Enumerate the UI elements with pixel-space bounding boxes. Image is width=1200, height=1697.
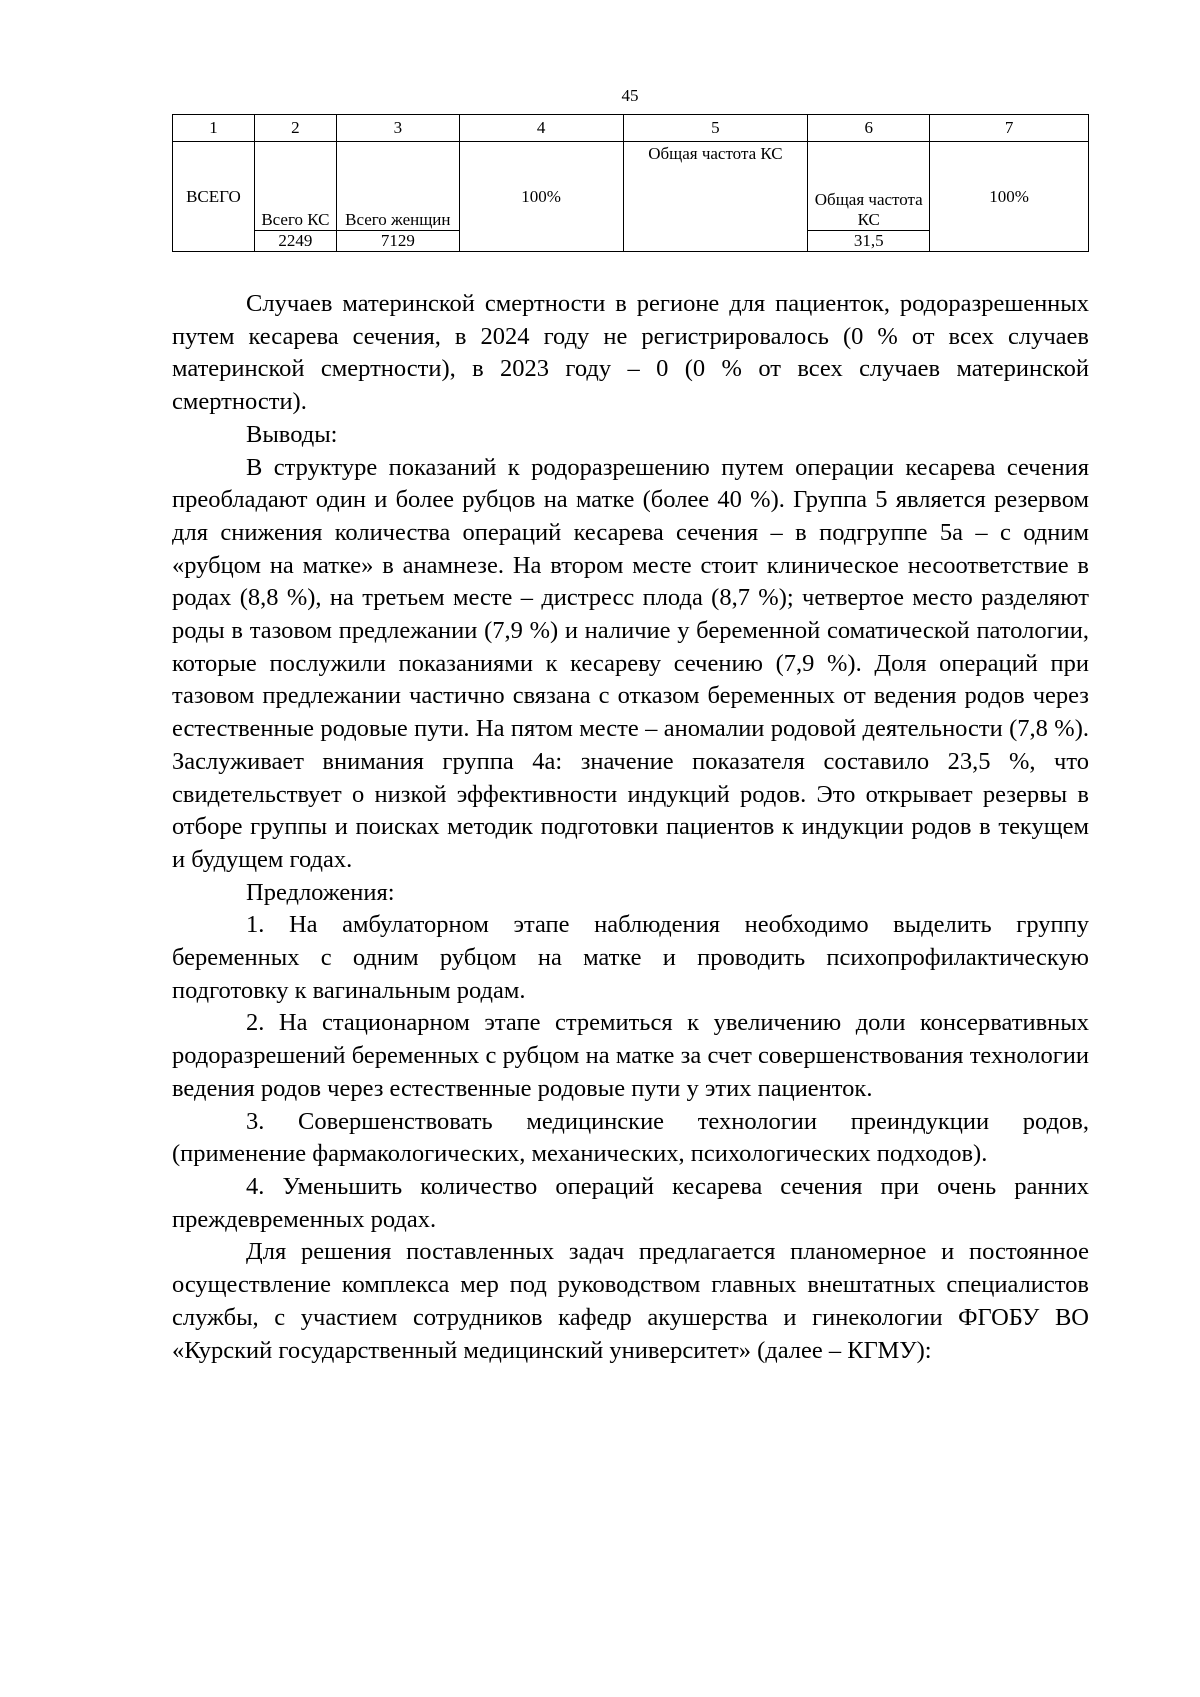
table-header-cell: 4 bbox=[459, 115, 623, 142]
table-header-cell: 1 bbox=[173, 115, 255, 142]
cell-overall-cs-rate-title: Общая частота КС bbox=[623, 142, 808, 252]
paragraph-maternal-mortality: Случаев материнской смертности в регионе для пациенток, родоразрешенных путем кесарева сечения, в 2024 году не регистрировалось (0 % от всех случаев материнской смертности), в 2023 году – 0 (0 % от всех случаев материнской смертности). bbox=[172, 290, 1089, 416]
cell-col7-percent: 100% bbox=[930, 142, 1089, 252]
table-header-cell: 2 bbox=[254, 115, 336, 142]
table-header-cell: 6 bbox=[808, 115, 930, 142]
proposal-item-4: 4. Уменьшить количество операций кесарева сечения при очень ранних преждевременных родах. bbox=[172, 1172, 1089, 1233]
cell-overall-cs-rate-title-2: Общая частота КС bbox=[808, 142, 930, 231]
cell-total-women-value: 7129 bbox=[336, 231, 459, 252]
table-header-row bbox=[173, 115, 1089, 142]
cell-overall-cs-rate-value: 31,5 bbox=[808, 231, 930, 252]
table-header-cell: 7 bbox=[930, 115, 1089, 142]
document-body bbox=[172, 288, 1089, 1367]
proposal-item-1: 1. На амбулаторном этапе наблюдения необходимо выделить группу беременных с одним рубцом на матке и проводить психопрофилактическую подготовку к вагинальным родам. bbox=[172, 911, 1089, 1004]
heading-proposals: Предложения: bbox=[246, 878, 395, 906]
table-header-cell: 5 bbox=[623, 115, 808, 142]
proposal-item-2: 2. На стационарном этапе стремиться к увеличению доли консервативных родоразрешений беременных с рубцом на матке за счет совершенствования технологии ведения родов через естественные родовые пути у этих пациенток. bbox=[172, 1009, 1089, 1102]
paragraph-measures: Для решения поставленных задач предлагается планомерное и постоянное осуществление комплекса мер под руководством главных внештатных специалистов службы, с участием сотрудников кафедр акушерства и гинекологии ФГОБУ ВО «Курский государственный медицинский университет» (далее – КГМУ): bbox=[172, 1238, 1089, 1364]
table-row bbox=[173, 142, 1089, 231]
cell-total-cs-value: 2249 bbox=[254, 231, 336, 252]
page-number: 45 bbox=[621, 86, 639, 105]
paragraph-conclusions: В структуре показаний к родоразрешению путем операции кесарева сечения преобладают один и более рубцов на матке (более 40 %). Группа 5 является резервом для снижения количества операций кесарева сечения – в подгруппе 5а – с одним «рубцом на матке» в анамнезе. На втором месте стоит клиническое несоответствие в родах (8,8 %), на третьем месте – дистресс плода (8,7 %); четвертое место разделяют роды в тазовом предлежании (7,9 %) и наличие у беременной соматической патологии, которые послужили показаниями к кесареву сечению (7,9 %). Доля операций при тазовом предлежании частично связана с отказом беременных от ведения родов через естественные родовые пути. На пятом месте – аномалии родовой деятельности (7,8 %). Заслуживает внимания группа 4а: значение показателя составило 23,5 %, что свидетельствует о низкой эффективности индукций родов. Это открывает резервы в отборе группы и поисках методик подготовки пациентов к индукции родов в текущем и будущем годах. bbox=[172, 453, 1089, 873]
cell-total-women-title: Всего женщин bbox=[336, 142, 459, 231]
row-label-total: ВСЕГО bbox=[173, 142, 255, 252]
summary-table bbox=[172, 114, 1089, 252]
table-header-cell: 3 bbox=[336, 115, 459, 142]
cell-col4-percent: 100% bbox=[459, 142, 623, 252]
proposal-item-3: 3. Совершенствовать медицинские технологии преиндукции родов, (применение фармакологических, механических, психологических подходов). bbox=[172, 1107, 1089, 1168]
heading-conclusions: Выводы: bbox=[246, 420, 338, 448]
cell-total-cs-title: Всего КС bbox=[254, 142, 336, 231]
